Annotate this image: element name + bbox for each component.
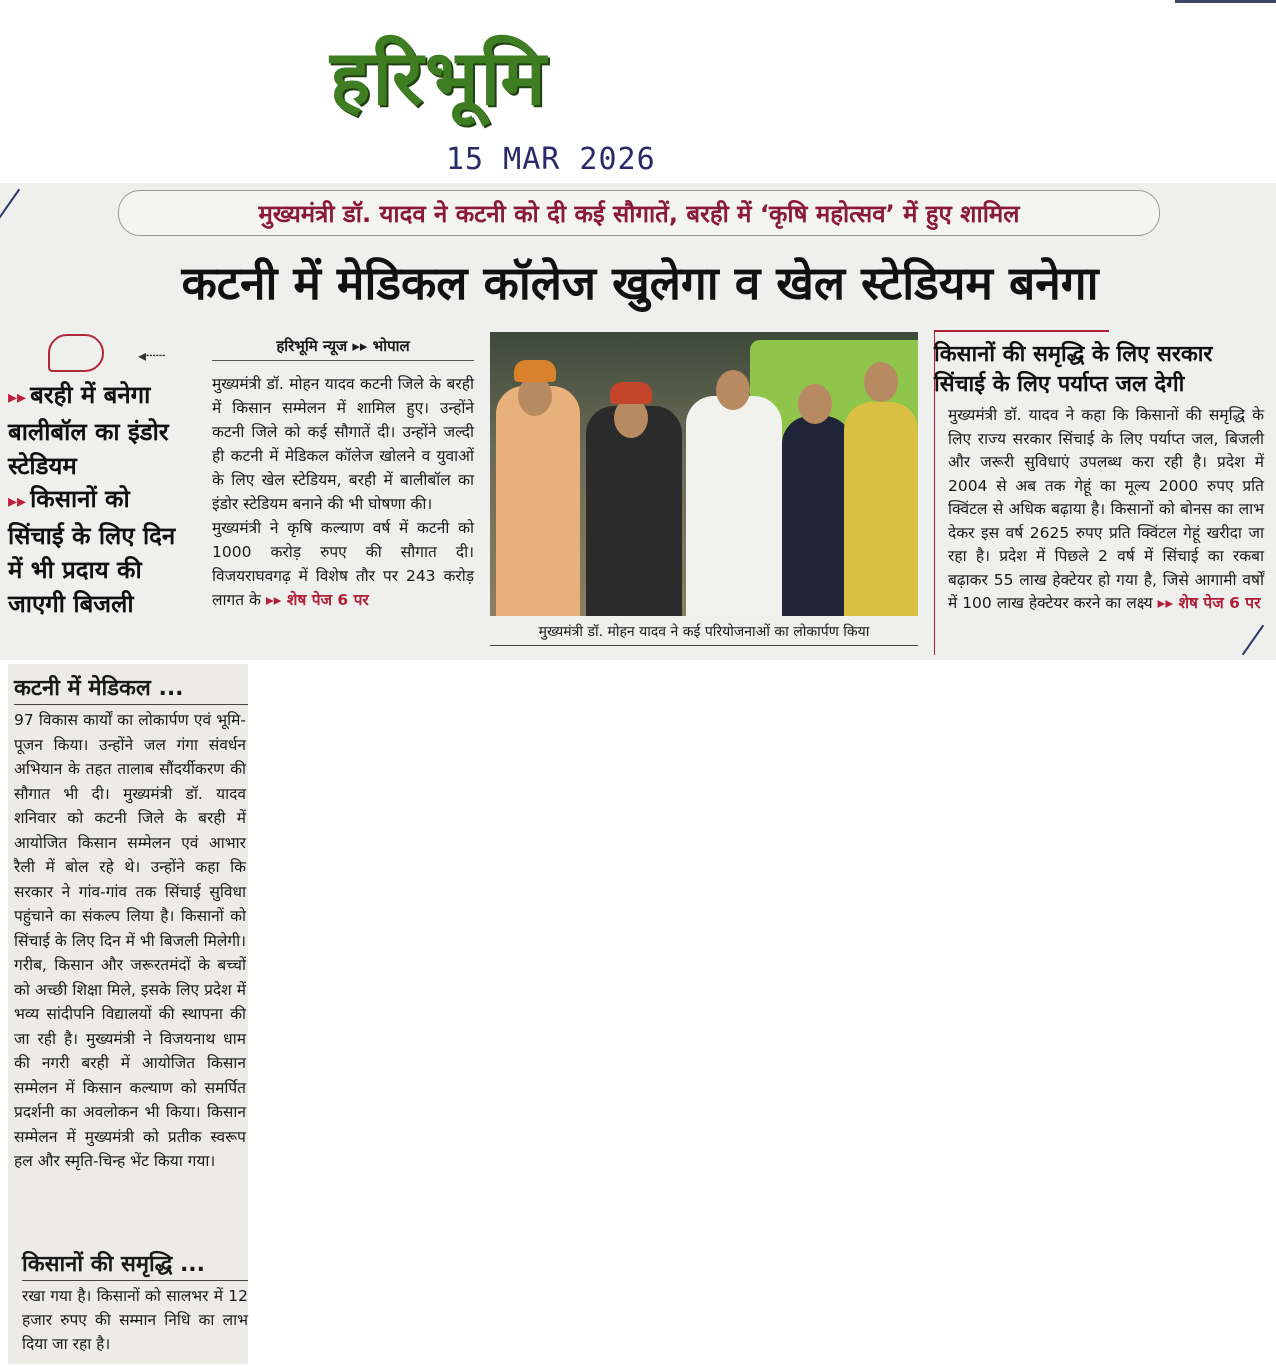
photo-caption: मुख्यमंत्री डॉ. मोहन यादव ने कई परियोजनाओं का लोकार्पण किया (490, 622, 918, 646)
double-triangle-icon: ▸▸ (8, 387, 27, 408)
continued-marker: ▸▸ शेष पेज 6 पर (1157, 594, 1261, 612)
continuation-title: कटनी में मेडिकल ... (14, 672, 248, 705)
photo-person-head (614, 398, 648, 438)
date-stamp: 15 MAR 2026 (446, 142, 656, 177)
photo-turban (610, 382, 652, 404)
paragraph: मुख्यमंत्री डॉ. मोहन यादव कटनी जिले के बरही में किसान सम्मेलन में शामिल हुए। उन्होंने कटनी जिले को कई सौगातें दी। उन्होंने जल्दी ही कटनी में मेडिकल कॉलेज खोलने व युवाओं के लिए खेल स्टेडियम, बरही में बालीबॉल का इंडोर स्टेडियम बनाने की भी घोषणा की। (212, 375, 474, 513)
arrow-left-icon: ◂┄┄ (138, 346, 166, 365)
photo-person-head (518, 376, 552, 416)
article-headline: कटनी में मेडिकल कॉलेज खुलेगा व खेल स्टेडियम बनेगा (181, 256, 1099, 310)
article-kicker (118, 190, 1160, 236)
continued-marker: ▸▸ शेष पेज 6 पर (265, 591, 369, 609)
highlight-item (8, 378, 186, 483)
highlight-item (8, 482, 186, 621)
byline: हरिभूमि न्यूज ▸▸ भोपाल (212, 336, 474, 361)
paragraph: मुख्यमंत्री ने कृषि कल्याण वर्ष में कटनी को 1000 करोड़ रुपए की सौगात दी। विजयराघवगढ़ में विशेष तौर पर 243 करोड़ लागत के (212, 519, 474, 609)
double-triangle-icon: ▸▸ (8, 491, 27, 512)
speech-bubble-icon (48, 334, 104, 372)
photo-person (844, 402, 918, 616)
photo-turban (514, 360, 556, 382)
article-column-3 (948, 404, 1264, 616)
article-column-1 (212, 372, 474, 612)
paragraph: मुख्यमंत्री डॉ. यादव ने कहा कि किसानों की समृद्धि के लिए राज्य सरकार सिंचाई के लिए पर्याप्त जल, बिजली और जरूरी सुविधाएं उपलब्ध करा रही है। प्रदेश में 2004 से अब तक गेहूं का मूल्य 2000 रुपए प्रति क्विंटल से अधिक बढ़ाया है। किसानों को बोनस का लाभ देकर इस वर्ष 2625 रुपए प्रति क्विंटल गेहूं खरीदा जा रहा है। प्रदेश में पिछले 2 वर्ष में सिंचाई का रकबा बढ़ाकर 55 लाख हेक्टेयर हो गया है, जिसे आगामी वर्षों में 100 लाख हेक्टेयर करने का लक्ष्य (948, 406, 1264, 612)
highlight-text: बरही में बनेगा बालीबॉल का इंडोर स्टेडियम (8, 381, 169, 480)
corner-mark (1175, 0, 1276, 3)
subhead: किसानों की समृद्धि के लिए सरकार सिंचाई के लिए पर्याप्त जल देगी (934, 342, 1213, 397)
column-rule (934, 330, 1109, 332)
continuation-title: किसानों की समृद्धि ... (22, 1248, 248, 1281)
continuation-body: 97 विकास कार्यों का लोकार्पण एवं भूमि-पूजन किया। उन्होंने जल गंगा संवर्धन अभियान के तहत तालाब सौंदर्यीकरण की सौगात भी दी। मुख्यमंत्री डॉ. यादव शनिवार को कटनी जिले के बरही में आयोजित किसान सम्मेलन एवं आभार रैली में बोल रहे थे। उन्होंने कहा कि सरकार ने गांव-गांव तक सिंचाई सुविधा पहुंचाने का संकल्प लिया है। किसानों को सिंचाई के लिए दिन में भी बिजली मिलेगी। गरीब, किसान और जरूरतमंदों के बच्चों को अच्छी शिक्षा मिले, इसके लिए प्रदेश में भव्य सांदीपनि विद्यालयों की स्थापना की जा रही है। मुख्यमंत्री ने विजयनाथ धाम की नगरी बरही में आयोजित किसान सम्मेलन में किसान कल्याण को समर्पित प्रदर्शनी का अवलोकन भी किया। किसान सम्मेलन में मुख्यमंत्री को प्रतीक स्वरूप हल और स्मृति-चिन्ह भेंट किया गया। (14, 711, 246, 1170)
continuation-body: रखा गया है। किसानों को सालभर में 12 हजार रुपए की सम्मान निधि का लाभ दिया जा रहा है। (22, 1287, 248, 1353)
highlights-sidebar (8, 330, 186, 660)
highlight-text: किसानों को सिंचाई के लिए दिन में भी प्रदाय की जाएगी बिजली (8, 485, 176, 618)
news-photo (490, 332, 918, 616)
photo-person (686, 396, 782, 616)
photo-person (496, 386, 580, 616)
kicker-text: मुख्यमंत्री डॉ. यादव ने कटनी को दी कई सौगातें, बरही में ‘कृषि महोत्सव’ में हुए शामिल (258, 199, 1020, 228)
photo-person-head (798, 384, 832, 424)
photo-person-head (716, 370, 750, 410)
photo-person-head (864, 362, 898, 402)
newspaper-masthead: हरिभूमि (330, 33, 548, 122)
photo-person (782, 416, 852, 616)
